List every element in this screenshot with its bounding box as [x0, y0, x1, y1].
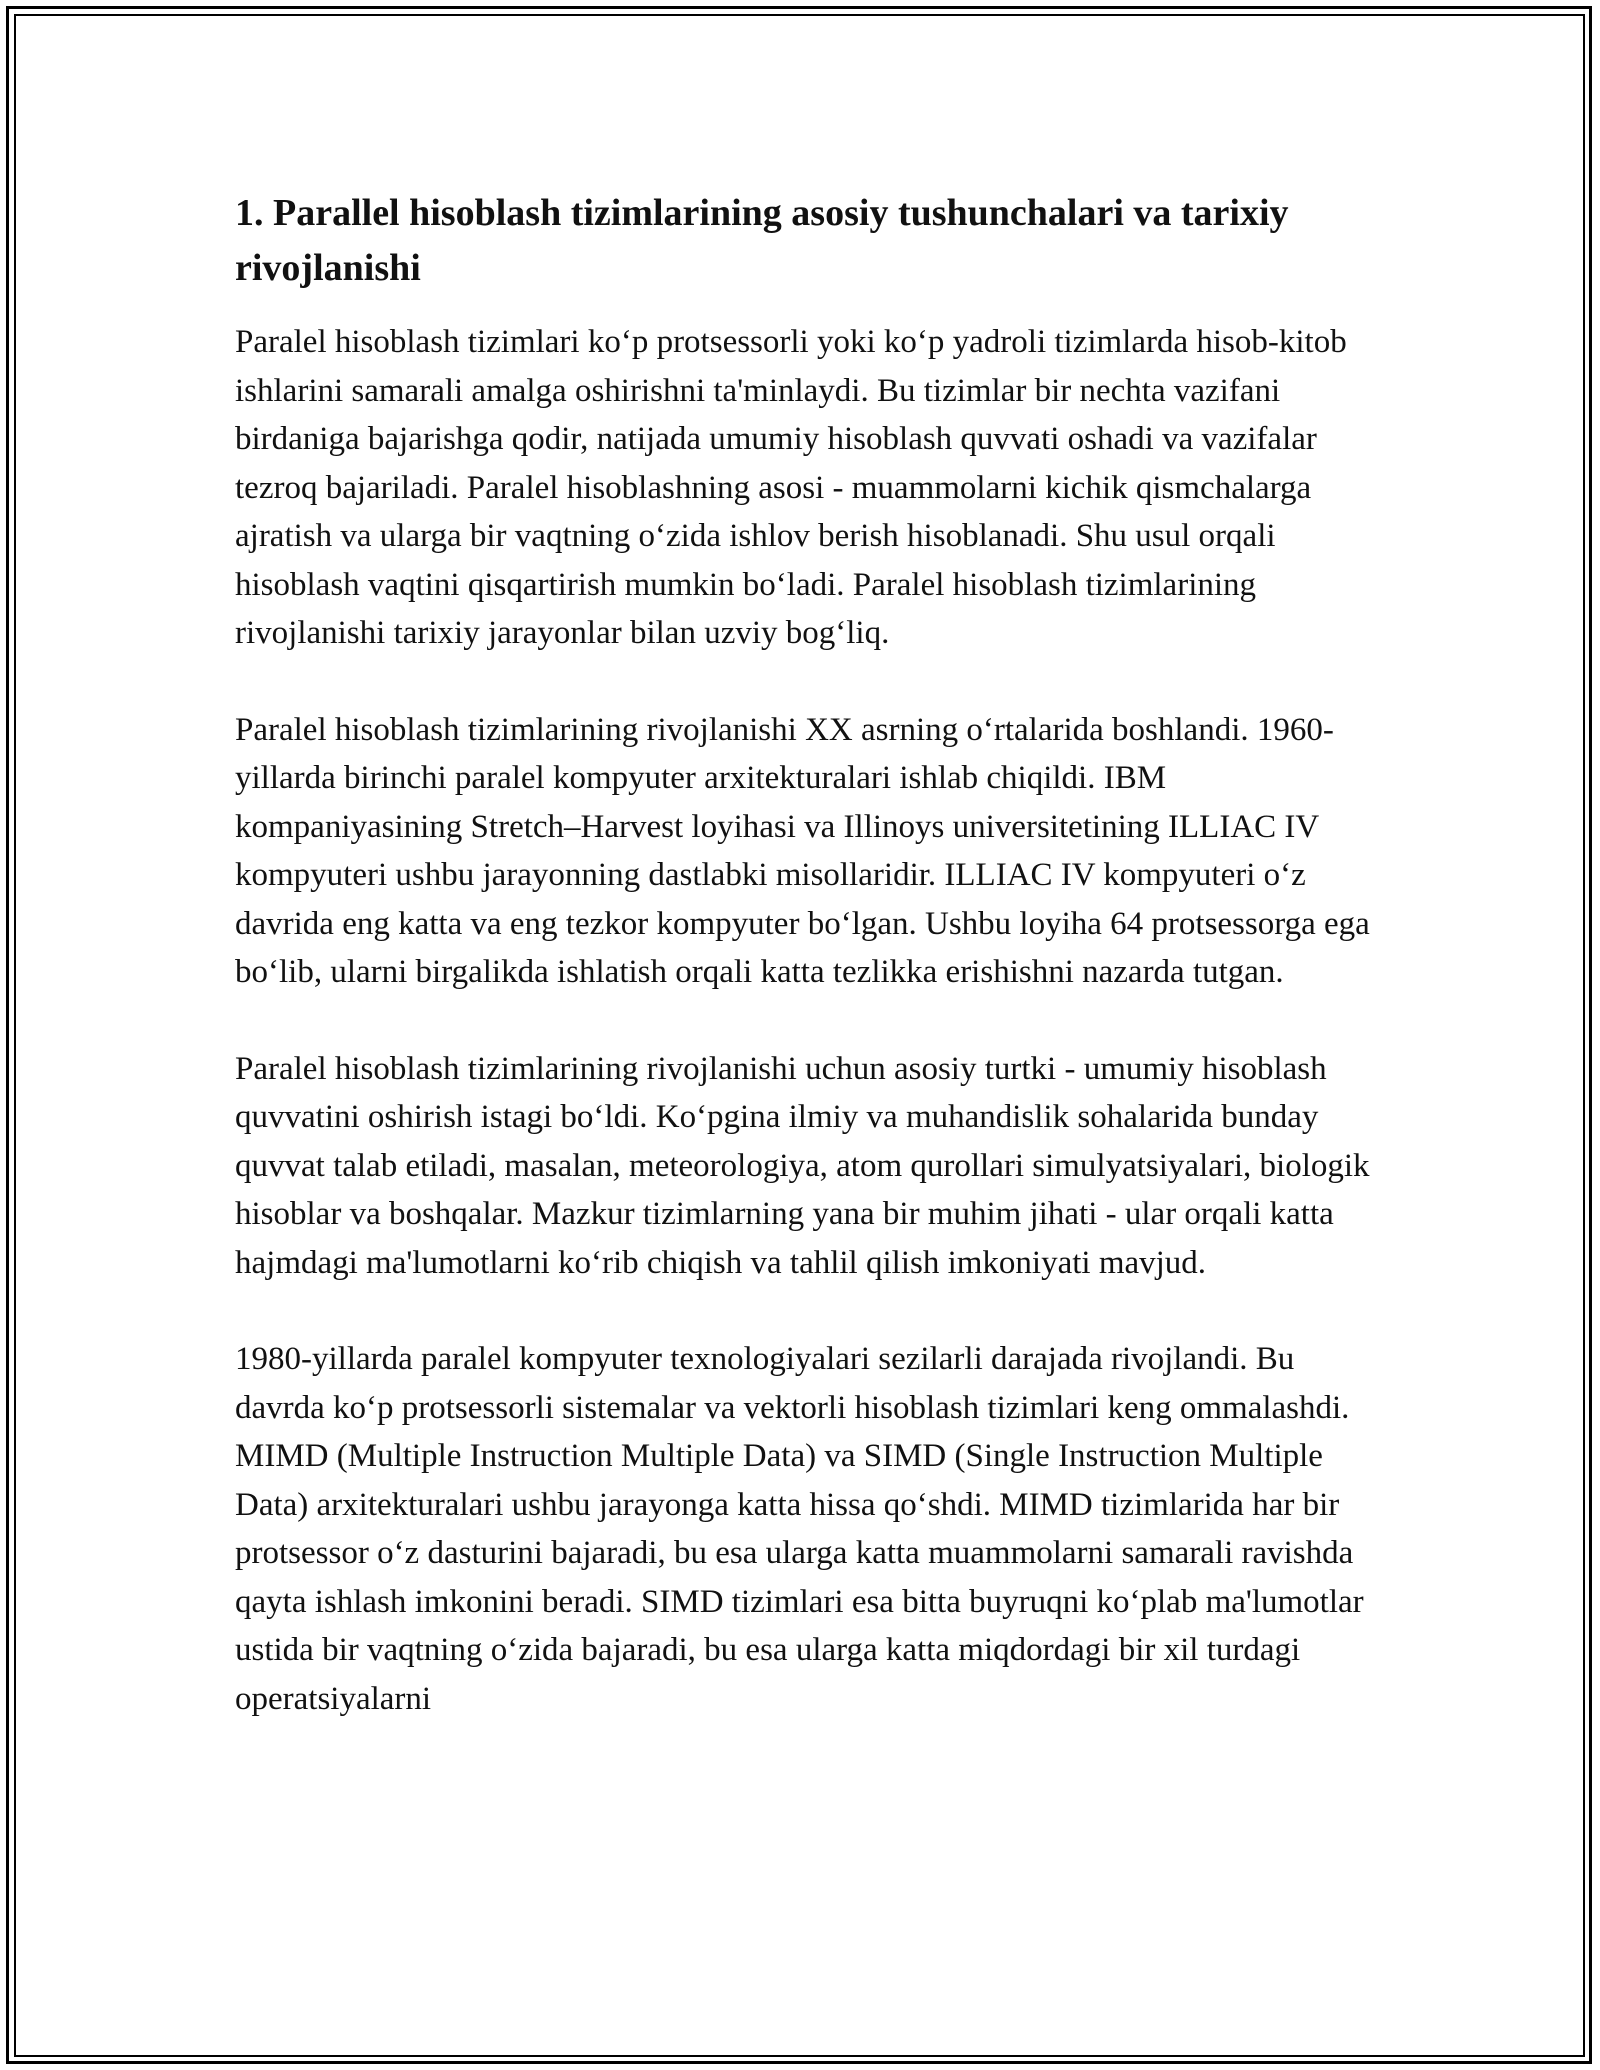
section-title: 1. Parallel hisoblash tizimlarining asosiy tushunchalari va tarixiy rivojlanishi [235, 192, 1289, 289]
paragraph-1980s: 1980-yillarda paralel kompyuter texnologiyalari sezilarli darajada rivojlandi. Bu davrda koʻp protsessorli sistemalar va vektorli hisoblash tizimlari keng ommalashdi. MIMD (Multiple Instruction Multiple Data) va SIMD (Single Instruction Multiple Data) arxitekturalari ushbu jarayonga katta hissa qoʻshdi. MIMD tizimlarida har bir protsessor oʻz dasturini bajaradi, bu esa ularga katta muammolarni samarali ravishda qayta ishlash imkonini beradi. SIMD tizimlari esa bitta buyruqni koʻplab ma'lumotlar ustida bir vaqtning oʻzida bajaradi, bu esa ularga katta miqdordagi bir xil turdagi operatsiyalarni [235, 1341, 1364, 1717]
paragraph-intro: Paralel hisoblash tizimlari koʻp protsessorli yoki koʻp yadroli tizimlarda hisob-kitob ishlarini samarali amalga oshirishni ta'minlaydi. Bu tizimlar bir nechta vazifani birdaniga bajarishga qodir, natijada umumiy hisoblash quvvati oshadi va vazifalar tezroq bajariladi. Paralel hisoblashning asosi - muammolarni kichik qismchalarga ajratish va ularga bir vaqtning oʻzida ishlov berish hisoblanadi. Shu usul orqali hisoblash vaqtini qisqartirish mumkin boʻladi. Paralel hisoblash tizimlarining rivojlanishi tarixiy jarayonlar bilan uzviy bogʻliq. [235, 324, 1347, 651]
paragraph-history: Paralel hisoblash tizimlarining rivojlanishi XX asrning oʻrtalarida boshlandi. 1960-yillarda birinchi paralel kompyuter arxitekturalari ishlab chiqildi. IBM kompaniyasining Stretch–Harvest loyihasi va Illinoys universitetining ILLIAC IV kompyuteri ushbu jarayonning dastlabki misollaridir. ILLIAC IV kompyuteri oʻz davrida eng katta va eng tezkor kompyuter boʻlgan. Ushbu loyiha 64 protsessorga ega boʻlib, ularni birgalikda ishlatish orqali katta tezlikka erishishni nazarda tutgan. [235, 711, 1370, 990]
document-body [235, 186, 1375, 1723]
paragraph-motivation: Paralel hisoblash tizimlarining rivojlanishi uchun asosiy turtki - umumiy hisoblash quvvatini oshirish istagi boʻldi. Koʻpgina ilmiy va muhandislik sohalarida bunday quvvat talab etiladi, masalan, meteorologiya, atom qurollari simulyatsiyalari, biologik hisoblar va boshqalar. Mazkur tizimlarning yana bir muhim jihati - ular orqali katta hajmdagi ma'lumotlarni koʻrib chiqish va tahlil qilish imkoniyati mavjud. [235, 1050, 1370, 1281]
